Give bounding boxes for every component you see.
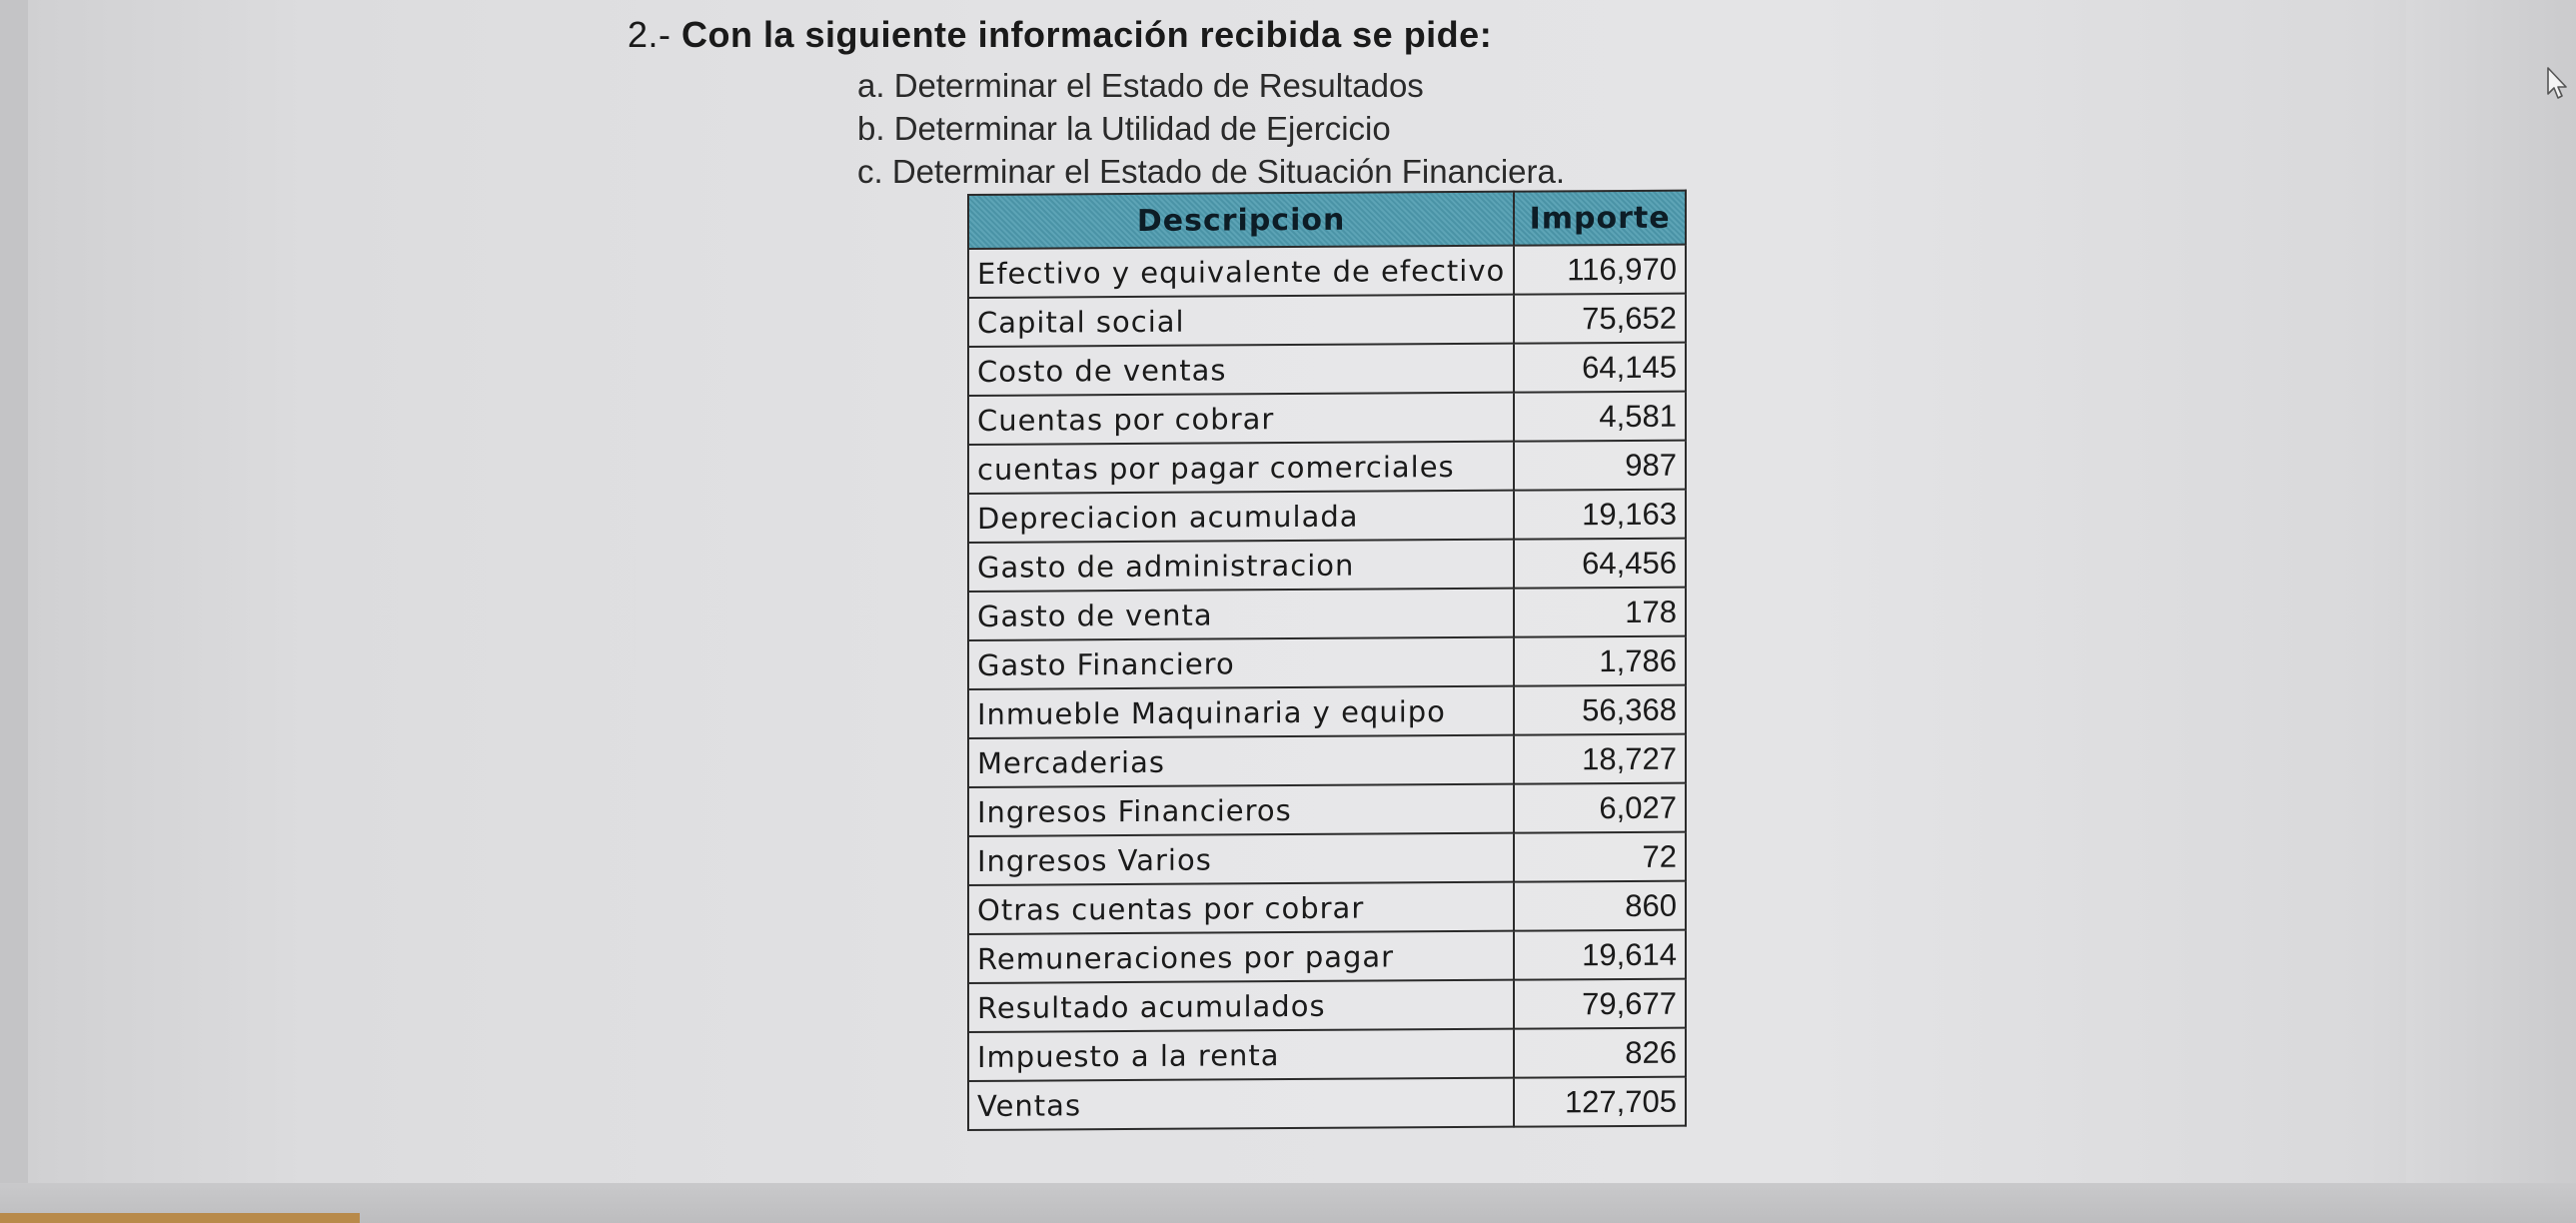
table-row	[968, 343, 1686, 396]
table-row	[968, 392, 1686, 445]
table-row	[968, 539, 1686, 592]
financial-data-table	[967, 190, 1687, 1131]
row-description: Remuneraciones por pagar	[968, 931, 1514, 983]
row-amount: 19,163	[1514, 490, 1686, 540]
row-amount: 79,677	[1514, 979, 1686, 1029]
row-description: Depreciacion acumulada	[968, 491, 1514, 543]
row-description: Ventas	[968, 1078, 1514, 1130]
row-amount: 18,727	[1514, 734, 1686, 784]
mouse-pointer-icon	[2546, 66, 2572, 105]
row-description: Impuesto a la renta	[968, 1029, 1514, 1081]
row-amount: 987	[1514, 441, 1686, 491]
row-amount: 56,368	[1514, 685, 1686, 735]
row-amount: 116,970	[1514, 245, 1686, 295]
question-heading	[628, 14, 1492, 56]
row-amount: 64,145	[1514, 343, 1686, 393]
task-item-b: b. Determinar la Utilidad de Ejercicio	[857, 110, 1391, 147]
table-row	[968, 636, 1686, 689]
table-header-row	[968, 191, 1686, 249]
row-amount: 75,652	[1514, 294, 1686, 344]
table-row	[968, 294, 1686, 347]
table-row	[968, 490, 1686, 543]
row-description: Cuentas por cobrar	[968, 393, 1514, 445]
table-row	[968, 979, 1686, 1032]
table-row	[968, 245, 1686, 298]
table-row	[968, 881, 1686, 934]
table-row	[968, 832, 1686, 885]
row-amount: 860	[1514, 881, 1686, 931]
row-amount: 72	[1514, 832, 1686, 882]
table-row	[968, 1077, 1686, 1130]
row-description: Gasto Financiero	[968, 637, 1514, 689]
table-row	[968, 783, 1686, 836]
row-description: Mercaderias	[968, 735, 1514, 787]
bottom-edge-band	[0, 1183, 2576, 1223]
row-amount: 6,027	[1514, 783, 1686, 833]
row-description: Costo de ventas	[968, 344, 1514, 396]
table-row	[968, 930, 1686, 983]
column-header-amount: Importe	[1514, 191, 1686, 246]
row-description: Ingresos Financieros	[968, 784, 1514, 836]
right-edge-band	[2406, 0, 2576, 1223]
column-header-description: Descripcion	[968, 192, 1514, 249]
row-description: Resultado acumulados	[968, 980, 1514, 1032]
table-row	[968, 588, 1686, 640]
row-description: Efectivo y equivalente de efectivo	[968, 246, 1514, 298]
row-description: Gasto de venta	[968, 589, 1514, 640]
table-row	[968, 441, 1686, 494]
row-amount: 4,581	[1514, 392, 1686, 442]
row-amount: 826	[1514, 1028, 1686, 1078]
row-amount: 64,456	[1514, 539, 1686, 589]
question-number: 2.-	[628, 14, 671, 55]
task-list	[857, 64, 1565, 193]
row-amount: 127,705	[1514, 1077, 1686, 1127]
row-description: Ingresos Varios	[968, 833, 1514, 885]
row-description: Otras cuentas por cobrar	[968, 882, 1514, 934]
task-item-c: c. Determinar el Estado de Situación Financiera.	[857, 153, 1566, 190]
row-description: Capital social	[968, 295, 1514, 347]
bottom-accent-strip	[0, 1213, 360, 1223]
row-description: cuentas por pagar comerciales	[968, 442, 1514, 494]
table-row	[968, 1028, 1686, 1081]
row-amount: 19,614	[1514, 930, 1686, 980]
row-amount: 1,786	[1514, 636, 1686, 686]
question-text: Con la siguiente información recibida se pide:	[681, 14, 1493, 55]
row-description: Gasto de administracion	[968, 540, 1514, 592]
table-row	[968, 685, 1686, 738]
row-amount: 178	[1514, 588, 1686, 637]
left-edge-band	[0, 0, 28, 1223]
task-item-a: a. Determinar el Estado de Resultados	[857, 67, 1424, 104]
row-description: Inmueble Maquinaria y equipo	[968, 686, 1514, 738]
table-row	[968, 734, 1686, 787]
